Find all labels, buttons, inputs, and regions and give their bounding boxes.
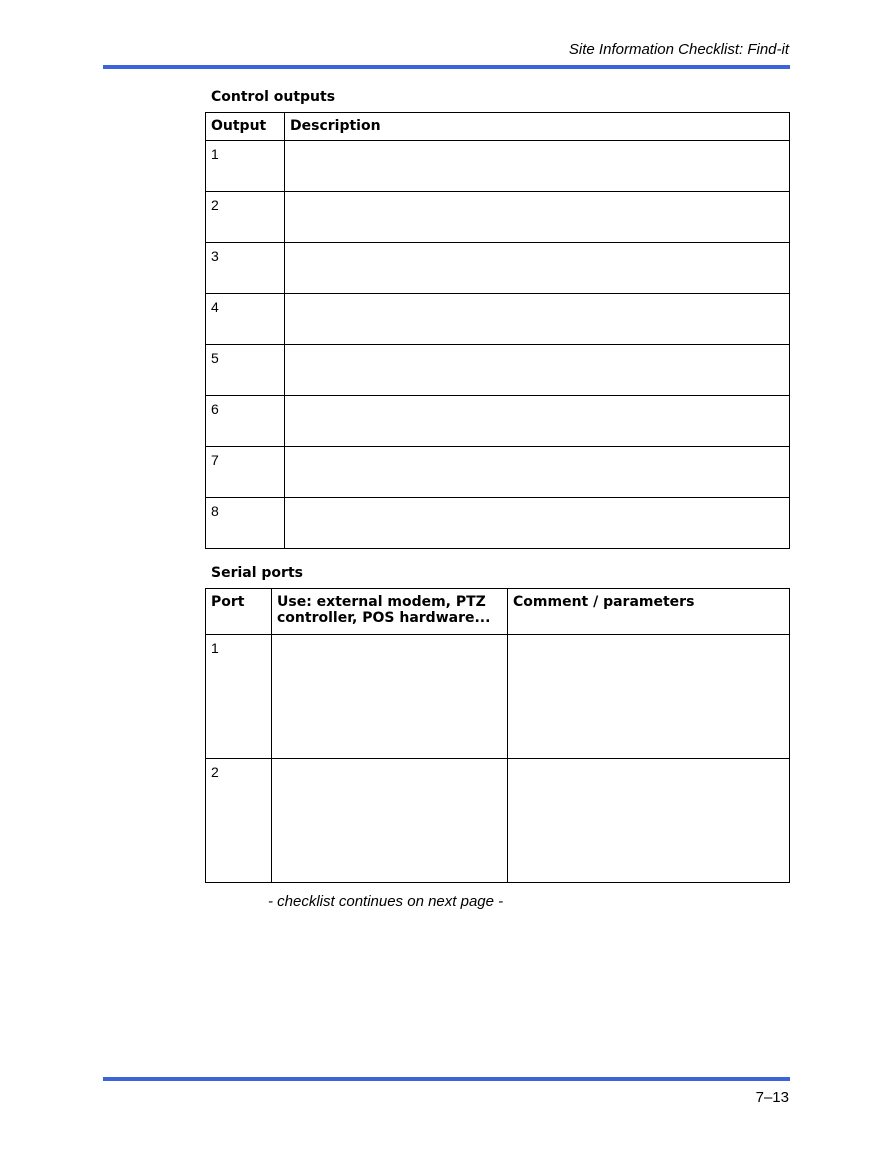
serial-ports-heading: Serial ports — [211, 565, 303, 581]
header-rule — [103, 65, 790, 69]
port-number: 2 — [206, 759, 272, 883]
table-row — [206, 345, 790, 396]
output-description-cell[interactable] — [285, 396, 790, 447]
table-header-row — [206, 589, 790, 635]
output-number: 3 — [206, 243, 285, 294]
port-comment-cell[interactable] — [508, 759, 790, 883]
column-header-output: Output — [206, 113, 285, 141]
output-description-cell[interactable] — [285, 345, 790, 396]
table-row — [206, 759, 790, 883]
table-row — [206, 294, 790, 345]
control-outputs-heading: Control outputs — [211, 89, 336, 105]
output-number: 6 — [206, 396, 285, 447]
output-number: 4 — [206, 294, 285, 345]
footer-rule — [103, 1077, 790, 1081]
serial-ports-table — [205, 588, 790, 883]
port-use-cell[interactable] — [272, 635, 508, 759]
page-number: 7–13 — [755, 1089, 789, 1106]
table-header-row — [206, 113, 790, 141]
output-description-cell[interactable] — [285, 192, 790, 243]
output-number: 7 — [206, 447, 285, 498]
column-header-port: Port — [206, 589, 272, 635]
port-use-cell[interactable] — [272, 759, 508, 883]
output-number: 2 — [206, 192, 285, 243]
control-outputs-table — [205, 112, 790, 549]
table-row — [206, 141, 790, 192]
output-number: 5 — [206, 345, 285, 396]
table-row — [206, 396, 790, 447]
output-description-cell[interactable] — [285, 447, 790, 498]
table-row — [206, 447, 790, 498]
table-row — [206, 498, 790, 549]
output-description-cell[interactable] — [285, 498, 790, 549]
table-row — [206, 192, 790, 243]
table-row — [206, 243, 790, 294]
table-row — [206, 635, 790, 759]
output-number: 1 — [206, 141, 285, 192]
output-description-cell[interactable] — [285, 294, 790, 345]
output-description-cell[interactable] — [285, 141, 790, 192]
port-number: 1 — [206, 635, 272, 759]
output-number: 8 — [206, 498, 285, 549]
continuation-note: - checklist continues on next page - — [268, 893, 504, 910]
column-header-comment: Comment / parameters — [508, 589, 790, 635]
output-description-cell[interactable] — [285, 243, 790, 294]
column-header-use: Use: external modem, PTZ controller, POS hardware... — [272, 589, 508, 635]
running-header: Site Information Checklist: Find-it — [568, 41, 789, 58]
port-comment-cell[interactable] — [508, 635, 790, 759]
column-header-description: Description — [285, 113, 790, 141]
